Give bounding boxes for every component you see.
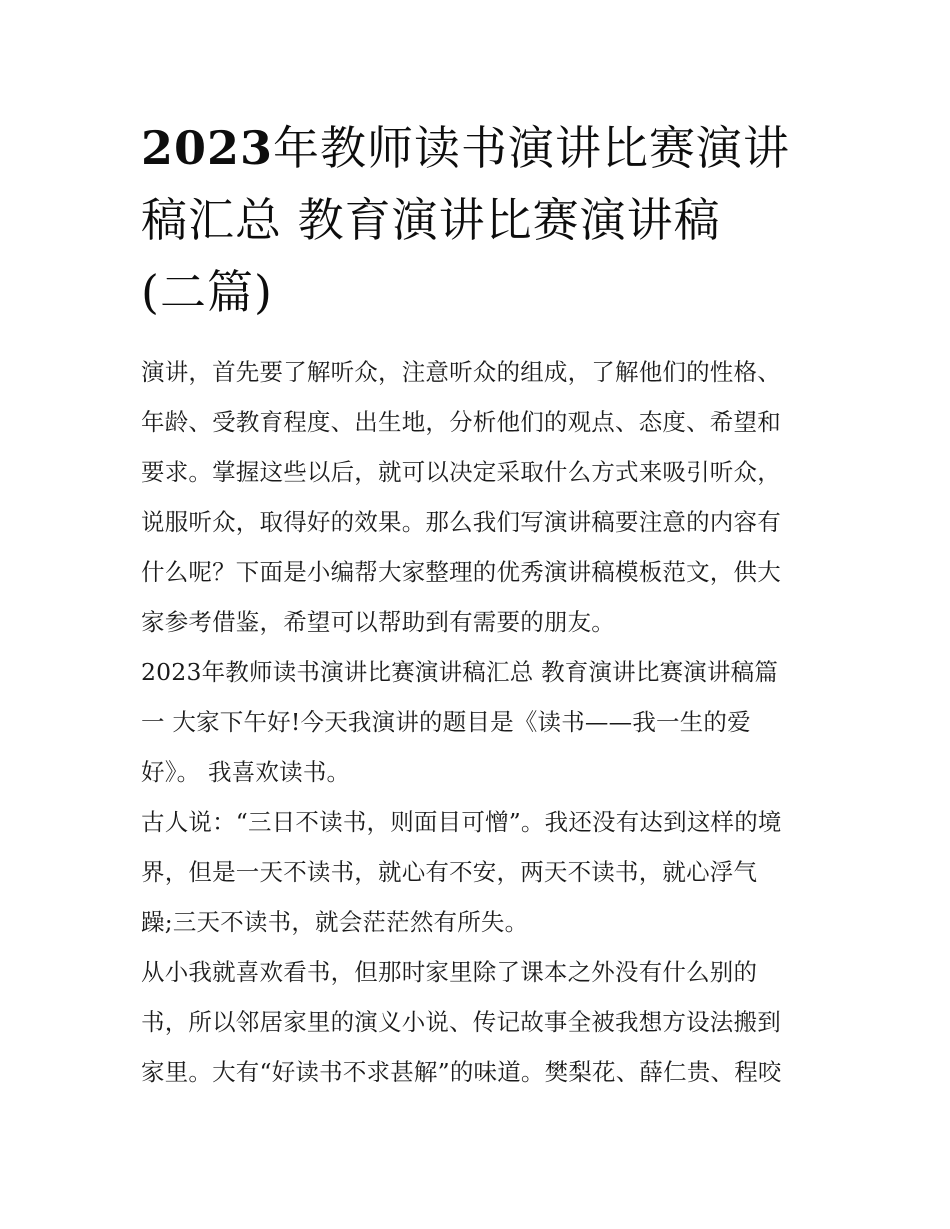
document-title (141, 112, 813, 328)
document-content (141, 112, 813, 1097)
paragraph-line: 界，但是一天不读书，就心有不安，两天不读书，就心浮气 (141, 858, 758, 886)
paragraph-line: 书，所以邻居家里的演义小说、传记故事全被我想方设法搬到 (141, 1008, 781, 1036)
paragraph-line: 家参考借鉴，希望可以帮助到有需要的朋友。 (141, 608, 615, 636)
paragraph-line: 古人说：“三日不读书，则面目可憎”。我还没有达到这样的境 (141, 808, 782, 836)
title-line-3: (二篇) (141, 265, 273, 319)
paragraph-childhood (141, 947, 813, 1097)
paragraph-line: 躁;三天不读书，就会茫茫然有所失。 (141, 908, 529, 936)
paragraph-line: 演讲，首先要了解听众，注意听众的组成，了解他们的性格、 (141, 358, 781, 386)
paragraph-intro (141, 347, 813, 647)
document-body (141, 347, 813, 1097)
paragraph-line: 一 大家下午好!今天我演讲的题目是《读书——我一生的爱 (141, 708, 751, 736)
paragraph-line: 说服听众，取得好的效果。那么我们写演讲稿要注意的内容有 (141, 508, 781, 536)
paragraph-line: 好》。 我喜欢读书。 (141, 758, 351, 786)
paragraph-line: 要求。掌握这些以后，就可以决定采取什么方式来吸引听众， (141, 458, 781, 486)
paragraph-line: 2023年教师读书演讲比赛演讲稿汇总 教育演讲比赛演讲稿篇 (141, 658, 779, 686)
paragraph-speech-opening (141, 647, 813, 797)
title-line-2: 稿汇总 教育演讲比赛演讲稿 (141, 193, 721, 247)
title-line-1: 2023年教师读书演讲比赛演讲 (141, 121, 791, 175)
paragraph-line: 什么呢？下面是小编帮大家整理的优秀演讲稿模板范文，供大 (141, 558, 781, 586)
paragraph-line: 年龄、受教育程度、出生地，分析他们的观点、态度、希望和 (141, 408, 781, 436)
paragraph-ancient-saying (141, 797, 813, 947)
paragraph-line: 从小我就喜欢看书，但那时家里除了课本之外没有什么别的 (141, 958, 758, 986)
paragraph-line: 家里。大有“好读书不求甚解”的味道。樊梨花、薛仁贵、程咬 (141, 1058, 782, 1086)
